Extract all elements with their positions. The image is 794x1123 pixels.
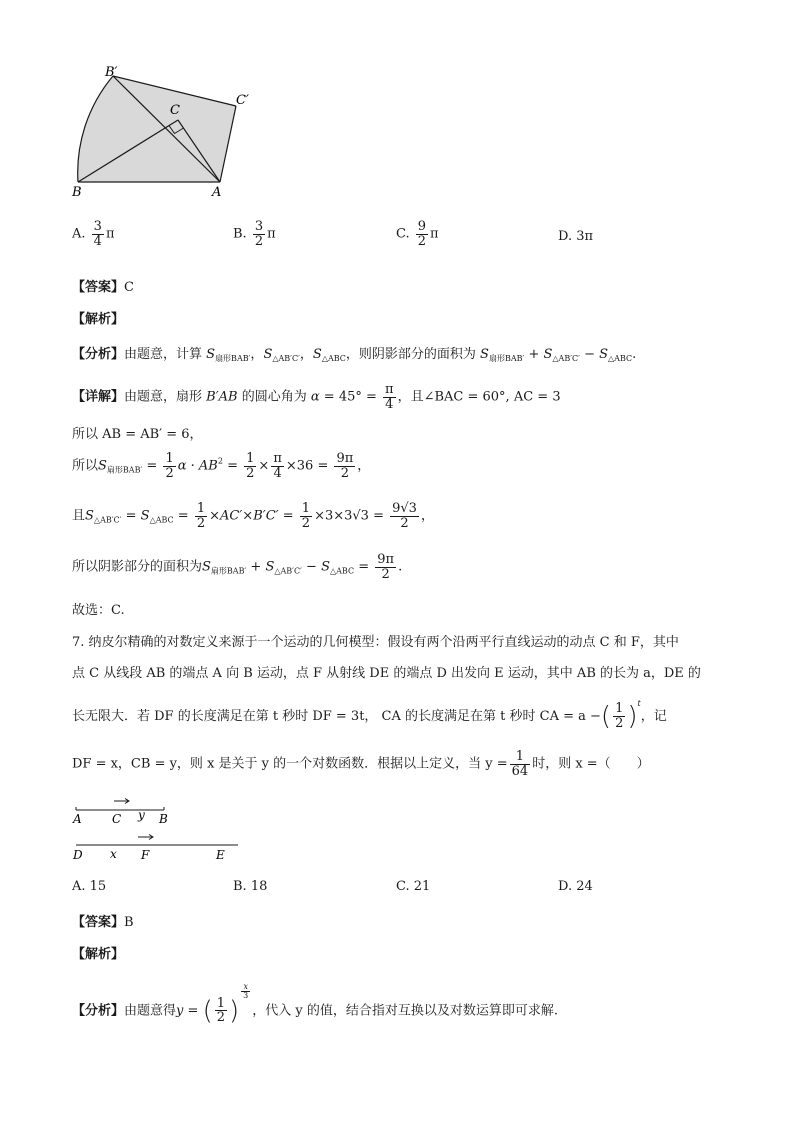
q7-option-a: A. 15 [72,879,107,894]
label-D: D [73,848,83,862]
label-C: C [112,812,122,826]
answer-tag: 【答案】 [72,280,125,295]
q6-option-b: B. $\frac{3}{2}$ π [233,219,276,249]
q6-fenxi: 【分析】由题意，计算 $S_{扇形BAB'}$，$S_{\triangle AB'C'}$，$S_{\triangle ABC}$，则阴影部分的面积为 $S_{扇形BAB'} + S_{\triangle AB'C'} - S_{\triangle ABC}$. [72,347,637,363]
label-F: F [141,848,150,862]
figure-segments [70,796,250,866]
q7-option-d: D. 24 [558,879,593,894]
q6-analysis-tag: 【解析】 [72,312,125,327]
fraction: $\frac{3}{2}$ [254,219,264,249]
label-x: x [110,847,117,861]
q7-line1: 7. 纳皮尔精确的对数定义来源于一个运动的几何模型：假设有两个沿两平行直线运动的动点 C 和 F，其中 [72,635,679,650]
label-B: B [159,812,168,826]
fraction: $\frac{3}{4}$ [93,219,102,249]
q7-answer: 【答案】B [72,915,134,930]
q7-analysis-tag: 【解析】 [72,947,125,962]
q6-option-d: D. 3π [558,229,594,244]
answer-value: C [124,280,134,295]
q7-line2: 点 C 从线段 AB 的端点 A 向 B 运动，点 F 从射线 DE 的端点 D 出发向 E 运动，其中 AB 的长为 a，DE 的 [72,666,701,681]
q7-fenxi: 【分析】由题意得y = ( $\frac{1}{2}$ ) $\frac{x}{3}$ ，代入 y 的值，结合指对互换以及对数运算即可求解. [72,982,558,1026]
option-label: B. [233,226,247,242]
label-B-prime: B′ [105,65,118,80]
q7-option-c: C. 21 [396,879,431,894]
label-C-prime: C′ [236,93,249,108]
q7-option-b: B. 18 [233,879,268,894]
q6-answer [72,276,134,295]
label-y: y [138,808,145,822]
option-label: A. [72,226,86,242]
label-A: A [73,812,82,826]
q6-line-triangle-area: 且$S_{\triangle AB'C'} = S_{\triangle ABC}$ = $\frac{1}{2}$ ×AC′×B′C′ = $\frac{1}{2}$ ×3×3√3 = $\frac{9√3}{2}$ ， [72,501,434,531]
q6-line-ab: 所以 AB = AB′ = 6， [72,427,203,442]
q6-option-c: C. $\frac{9}{2}$ π [396,219,439,249]
q6-line-shaded-area: 所以阴影部分的面积为$S_{扇形BAB'} + S_{\triangle AB'C'} - S_{\triangle ABC}$ = $\frac{9\pi}{2}$ . [72,552,403,582]
fraction: $\frac{9}{2}$ [417,219,427,249]
figure-sector-triangles [68,64,268,204]
label-E: E [216,848,225,862]
q7-line3: 长无限大．若 DF 的长度满足在第 t 秒时 DF = 3t， CA 的长度满足在第 t 秒时 CA = a −( $\frac{1}{2}$ )$^t$，记 [72,699,667,732]
q6-option-a: A. $\frac{3}{4}$ π [72,219,115,249]
label-A: A [212,185,222,200]
q6-choice: 故选：C. [72,603,125,618]
q7-line4: DF = x，CB = y，则 x 是关于 y 的一个对数函数．根据以上定义，当 y = $\frac{1}{64}$ 时，则 x =（ ） [72,749,650,779]
option-label: C. [396,226,410,242]
label-C: C [170,103,180,118]
q6-detail: 【详解】由题意，扇形 B′AB 的圆心角为 α = 45° = $\frac{\pi}{4}$ ，且∠BAC = 60°, AC = 3 [72,382,561,412]
q6-line-sector-area: 所以$S_{扇形BAB'}$ = $\frac{1}{2}$ $\alpha \cdot AB^2$ = $\frac{1}{2}$ × $\frac{\pi}{4}$ ×36 = $\frac{9\pi}{2}$ ， [72,451,371,481]
label-B: B [72,185,82,200]
